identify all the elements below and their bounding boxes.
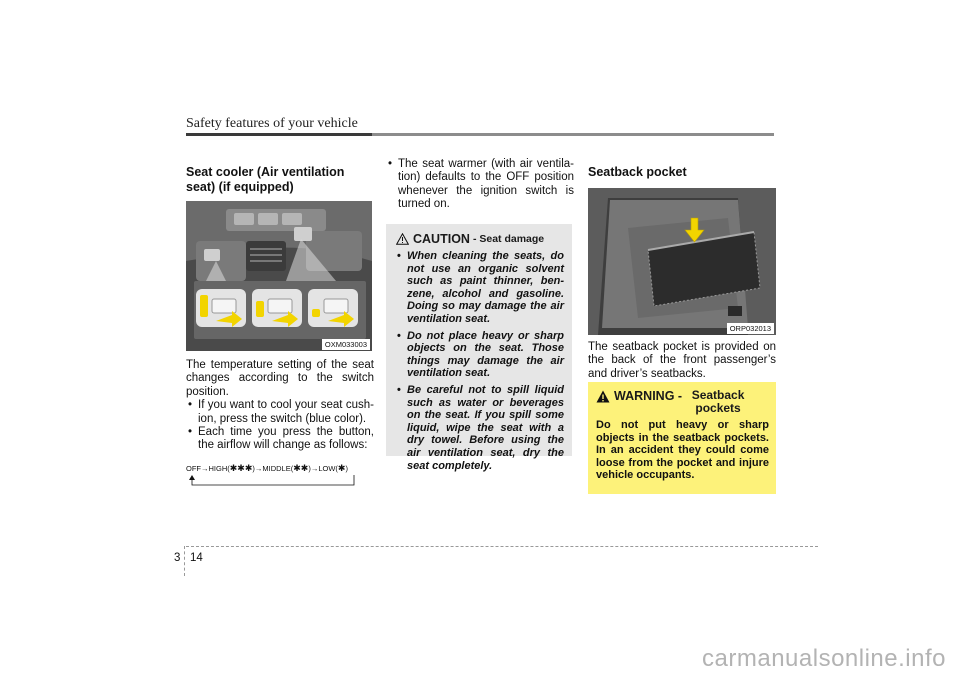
warning-box bbox=[588, 382, 776, 494]
caution-subtitle: - Seat damage bbox=[472, 233, 545, 245]
switch-inset-low bbox=[308, 289, 358, 327]
sequence-off: OFF bbox=[186, 463, 201, 473]
seat-cooler-heading: Seat cooler (Air ventilation seat) (if equipped) bbox=[186, 165, 345, 194]
caution-list bbox=[396, 250, 564, 472]
seatback-text: The seatback pocket is provided on the back of the front passenger’s and driver’s seatbacks. bbox=[588, 341, 776, 380]
arrow-right-icon: → bbox=[310, 463, 319, 473]
sequence-low: LOW( bbox=[318, 463, 338, 473]
footer-divider bbox=[184, 546, 185, 576]
fan-icon: ✱✱ bbox=[293, 462, 309, 473]
column-seatback-pocket bbox=[588, 165, 776, 381]
caution-header bbox=[396, 232, 564, 246]
list-item: • Be careful not to spill liquid such as water or beverages on the seat. If you spill some liquid, wipe the seat with a dry towel. Before using the air ventilation seat, dry the seat completely. bbox=[396, 384, 564, 472]
caution-triangle-icon bbox=[396, 233, 409, 245]
column-seat-cooler bbox=[186, 165, 374, 489]
seatback-illustration bbox=[588, 188, 776, 335]
seatback-heading: Seatback pocket bbox=[588, 165, 687, 179]
page-number: 14 bbox=[190, 552, 203, 564]
caution-box bbox=[386, 224, 572, 472]
list-item: • If you want to cool your seat cush-ion, press the switch (blue color). bbox=[186, 399, 374, 426]
sequence-close: ) bbox=[252, 463, 255, 473]
warning-title: WARNING - bbox=[614, 389, 683, 403]
caution-title: CAUTION bbox=[413, 232, 470, 246]
switch-inset-high bbox=[196, 289, 246, 327]
header-rule-accent bbox=[186, 133, 372, 136]
seatback-photo bbox=[588, 188, 776, 335]
default-note-list bbox=[386, 158, 574, 212]
sequence-middle: MIDDLE( bbox=[262, 463, 294, 473]
list-item: • The seat warmer (with air ventila-tion) defaults to the OFF position whenever the ignition switch is turned on. bbox=[386, 158, 574, 212]
image-code: ORP032013 bbox=[727, 323, 774, 334]
footer-rule bbox=[186, 546, 818, 547]
arrow-right-icon: → bbox=[254, 463, 263, 473]
page-header-title: Safety features of your vehicle bbox=[186, 116, 358, 131]
warning-subtitle: Seatback pockets bbox=[691, 388, 745, 415]
list-item: • Do not place heavy or sharp objects on the seat. Those things may damage the air ventilation seat. bbox=[396, 330, 564, 380]
fan-icon: ✱✱✱ bbox=[229, 462, 253, 473]
warning-triangle-icon bbox=[596, 390, 610, 403]
arrow-right-icon: → bbox=[201, 463, 209, 473]
seat-cooler-bullets bbox=[186, 399, 374, 453]
section-number: 3 bbox=[174, 552, 181, 564]
image-code: OXM033003 bbox=[322, 339, 370, 350]
watermark: carmanualsonline.info bbox=[702, 645, 946, 672]
sequence-high: HIGH( bbox=[208, 463, 230, 473]
sequence-loop-arrow-icon bbox=[186, 475, 366, 489]
column-default-note bbox=[386, 158, 574, 212]
seat-cooler-intro: The temperature setting of the seat changes according to the switch position. bbox=[186, 359, 374, 398]
seat-cooler-photo bbox=[186, 201, 372, 351]
fan-icon: ✱ bbox=[337, 462, 346, 473]
airflow-sequence bbox=[186, 463, 374, 474]
switch-inset-middle bbox=[252, 289, 302, 327]
seat-cooler-illustration bbox=[186, 201, 372, 351]
list-item: • When cleaning the seats, do not use an organic solvent such as paint thinner, ben-zene, alcohol and gasoline. Doing so may damage the air ventilation seat. bbox=[396, 250, 564, 326]
sequence-close: ) bbox=[308, 463, 311, 473]
warning-text: Do not put heavy or sharp objects in the seatback pockets. In an accident they could come loose from the pocket and injure vehicle occupants. bbox=[596, 419, 769, 482]
sequence-close: ) bbox=[345, 463, 348, 473]
warning-header bbox=[596, 389, 769, 415]
list-item: • Each time you press the button, the airflow will change as follows: bbox=[186, 426, 374, 453]
